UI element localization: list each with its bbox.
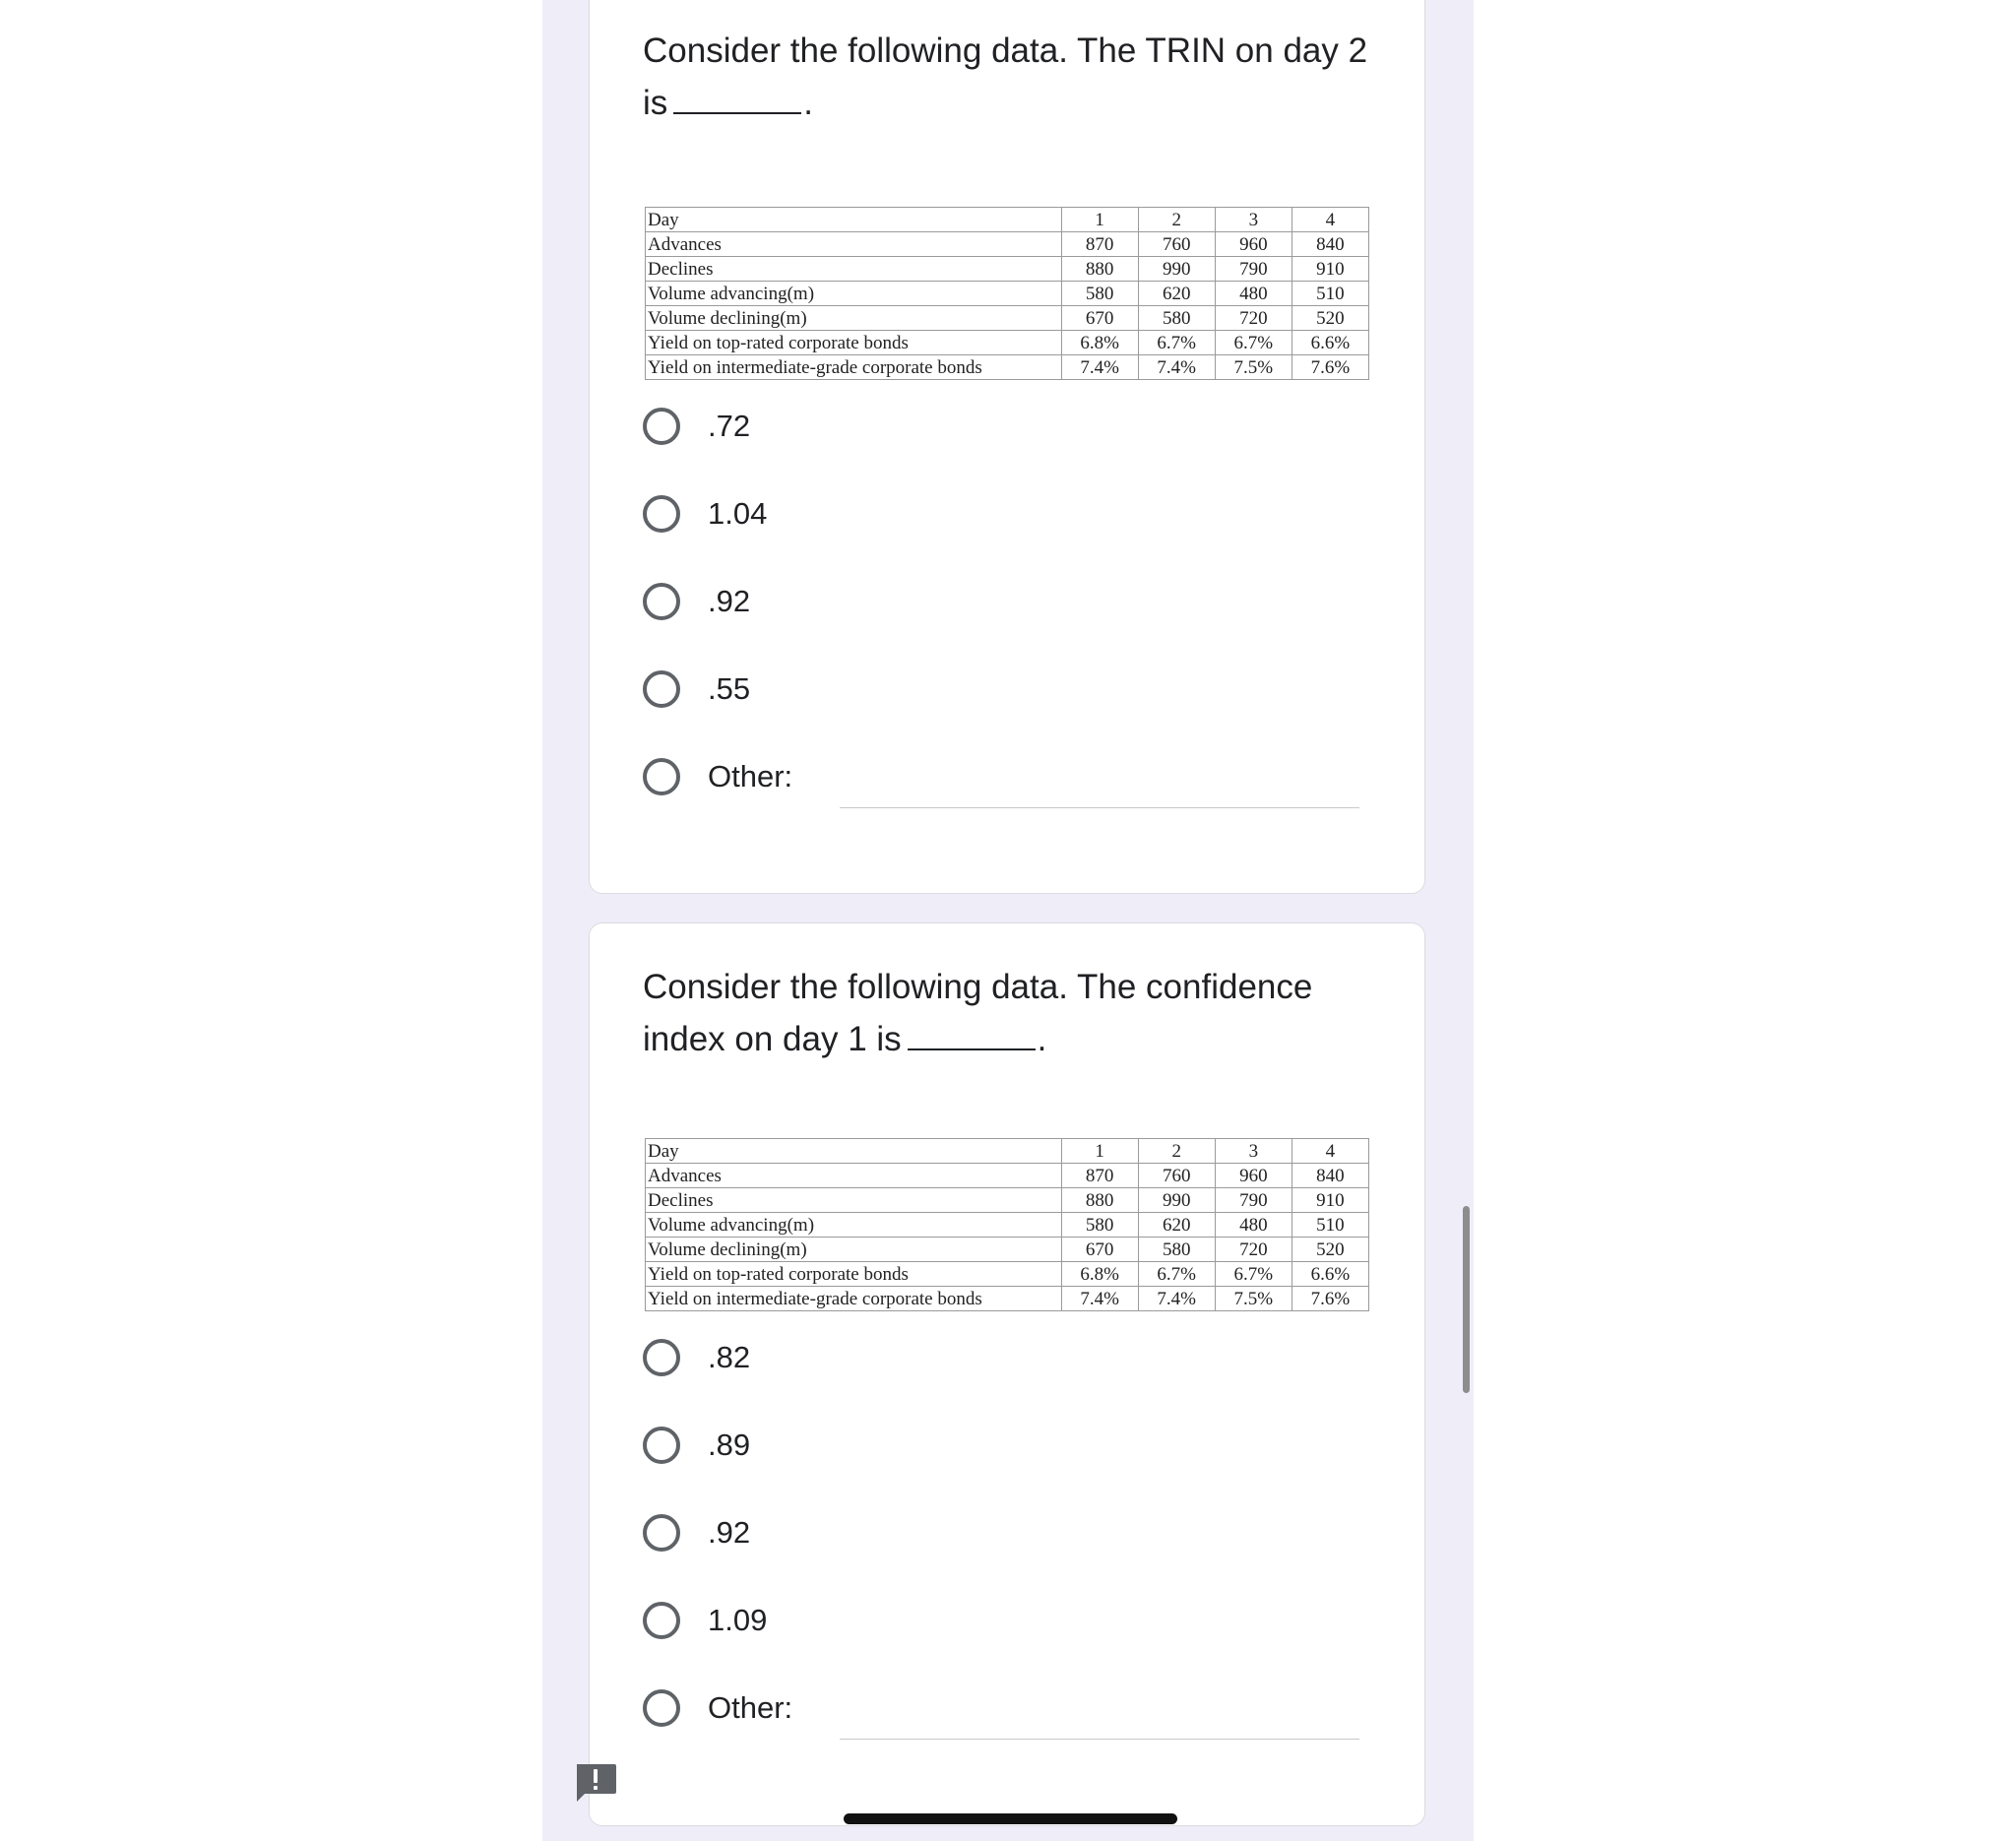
table-row xyxy=(646,282,1369,306)
question-text: Consider the following data. The TRIN on day 2 is xyxy=(643,32,1368,122)
value-cell: 6.8% xyxy=(1061,331,1138,355)
value-cell: 6.8% xyxy=(1061,1262,1138,1287)
question-title xyxy=(643,961,1401,1065)
value-cell: 990 xyxy=(1138,257,1215,282)
row-label-cell: Volume advancing(m) xyxy=(646,1213,1062,1238)
other-label: Other: xyxy=(708,758,793,794)
other-text-input[interactable] xyxy=(840,1707,1359,1740)
value-cell: 760 xyxy=(1138,232,1215,257)
option-label: .82 xyxy=(708,1339,751,1374)
option-2[interactable] xyxy=(643,1401,1391,1489)
table-row xyxy=(646,1262,1369,1287)
value-cell: 6.7% xyxy=(1215,331,1292,355)
value-cell: 720 xyxy=(1215,306,1292,331)
value-cell: 4 xyxy=(1292,208,1368,232)
value-cell: 580 xyxy=(1138,1238,1215,1262)
option-1[interactable] xyxy=(643,1313,1391,1401)
row-label-cell: Volume declining(m) xyxy=(646,306,1062,331)
table-row xyxy=(646,1164,1369,1188)
value-cell: 6.7% xyxy=(1138,331,1215,355)
row-label-cell: Advances xyxy=(646,1164,1062,1188)
value-cell: 910 xyxy=(1292,257,1368,282)
table-row xyxy=(646,232,1369,257)
value-cell: 6.6% xyxy=(1292,331,1368,355)
radio-button[interactable] xyxy=(643,583,680,620)
table-row xyxy=(646,1238,1369,1262)
table-row xyxy=(646,1188,1369,1213)
row-label-cell: Yield on intermediate-grade corporate bonds xyxy=(646,355,1062,380)
value-cell: 580 xyxy=(1138,306,1215,331)
value-cell: 520 xyxy=(1292,306,1368,331)
value-cell: 620 xyxy=(1138,1213,1215,1238)
value-cell: 510 xyxy=(1292,1213,1368,1238)
question-card-2 xyxy=(589,922,1425,1826)
row-label-cell: Advances xyxy=(646,232,1062,257)
option-3[interactable] xyxy=(643,557,1391,645)
value-cell: 7.6% xyxy=(1292,1287,1368,1311)
table-row xyxy=(646,257,1369,282)
value-cell: 720 xyxy=(1215,1238,1292,1262)
value-cell: 6.6% xyxy=(1292,1262,1368,1287)
value-cell: 4 xyxy=(1292,1139,1368,1164)
row-label-cell: Volume declining(m) xyxy=(646,1238,1062,1262)
value-cell: 7.6% xyxy=(1292,355,1368,380)
option-2[interactable] xyxy=(643,470,1391,557)
home-indicator xyxy=(844,1813,1177,1824)
question-text-end: . xyxy=(803,84,814,122)
value-cell: 840 xyxy=(1292,232,1368,257)
data-table xyxy=(645,207,1369,380)
radio-button[interactable] xyxy=(643,758,680,795)
radio-button[interactable] xyxy=(643,670,680,708)
row-label-cell: Volume advancing(m) xyxy=(646,282,1062,306)
value-cell: 790 xyxy=(1215,257,1292,282)
data-table xyxy=(645,1138,1369,1311)
radio-button[interactable] xyxy=(643,1689,680,1727)
value-cell: 960 xyxy=(1215,232,1292,257)
answer-blank xyxy=(673,83,801,114)
option-label: .55 xyxy=(708,670,751,706)
value-cell: 880 xyxy=(1061,1188,1138,1213)
radio-button[interactable] xyxy=(643,1427,680,1464)
value-cell: 7.4% xyxy=(1138,355,1215,380)
row-label-cell: Declines xyxy=(646,257,1062,282)
option-other[interactable] xyxy=(643,732,1391,820)
table-row xyxy=(646,306,1369,331)
value-cell: 790 xyxy=(1215,1188,1292,1213)
value-cell: 960 xyxy=(1215,1164,1292,1188)
question-text-end: . xyxy=(1037,1020,1047,1058)
table-row xyxy=(646,355,1369,380)
other-label: Other: xyxy=(708,1689,793,1725)
data-table-body xyxy=(646,1139,1369,1311)
value-cell: 870 xyxy=(1061,232,1138,257)
value-cell: 1 xyxy=(1061,1139,1138,1164)
option-label: .92 xyxy=(708,583,751,618)
scrollbar[interactable] xyxy=(1463,1206,1470,1393)
value-cell: 3 xyxy=(1215,1139,1292,1164)
value-cell: 7.4% xyxy=(1138,1287,1215,1311)
value-cell: 6.7% xyxy=(1215,1262,1292,1287)
table-row xyxy=(646,1287,1369,1311)
value-cell: 480 xyxy=(1215,282,1292,306)
value-cell: 670 xyxy=(1061,1238,1138,1262)
value-cell: 7.5% xyxy=(1215,1287,1292,1311)
row-label-cell: Yield on top-rated corporate bonds xyxy=(646,331,1062,355)
value-cell: 2 xyxy=(1138,208,1215,232)
value-cell: 910 xyxy=(1292,1188,1368,1213)
value-cell: 620 xyxy=(1138,282,1215,306)
other-text-input[interactable] xyxy=(840,776,1359,808)
row-label-cell: Day xyxy=(646,1139,1062,1164)
value-cell: 990 xyxy=(1138,1188,1215,1213)
value-cell: 6.7% xyxy=(1138,1262,1215,1287)
value-cell: 580 xyxy=(1061,1213,1138,1238)
option-4[interactable] xyxy=(643,1576,1391,1664)
value-cell: 1 xyxy=(1061,208,1138,232)
feedback-exclamation-icon xyxy=(573,1760,618,1804)
row-label-cell: Yield on intermediate-grade corporate bonds xyxy=(646,1287,1062,1311)
value-cell: 2 xyxy=(1138,1139,1215,1164)
value-cell: 480 xyxy=(1215,1213,1292,1238)
answer-options xyxy=(643,382,1391,820)
value-cell: 870 xyxy=(1061,1164,1138,1188)
data-table-body xyxy=(646,208,1369,380)
option-label: .89 xyxy=(708,1427,751,1462)
value-cell: 760 xyxy=(1138,1164,1215,1188)
row-label-cell: Yield on top-rated corporate bonds xyxy=(646,1262,1062,1287)
value-cell: 7.4% xyxy=(1061,1287,1138,1311)
radio-button[interactable] xyxy=(643,1339,680,1376)
value-cell: 880 xyxy=(1061,257,1138,282)
radio-button[interactable] xyxy=(643,408,680,445)
option-other[interactable] xyxy=(643,1664,1391,1751)
table-row xyxy=(646,208,1369,232)
option-label: 1.09 xyxy=(708,1602,768,1637)
value-cell: 520 xyxy=(1292,1238,1368,1262)
row-label-cell: Day xyxy=(646,208,1062,232)
table-row xyxy=(646,1139,1369,1164)
option-label: .72 xyxy=(708,408,751,443)
option-label: 1.04 xyxy=(708,495,768,531)
question-card-1 xyxy=(589,0,1425,894)
option-3[interactable] xyxy=(643,1489,1391,1576)
feedback-button[interactable] xyxy=(573,1760,618,1804)
radio-button[interactable] xyxy=(643,1514,680,1552)
value-cell: 670 xyxy=(1061,306,1138,331)
answer-blank xyxy=(908,1019,1036,1050)
answer-options xyxy=(643,1313,1391,1751)
radio-button[interactable] xyxy=(643,1602,680,1639)
question-title xyxy=(643,25,1401,129)
value-cell: 580 xyxy=(1061,282,1138,306)
radio-button[interactable] xyxy=(643,495,680,533)
option-4[interactable] xyxy=(643,645,1391,732)
value-cell: 840 xyxy=(1292,1164,1368,1188)
row-label-cell: Declines xyxy=(646,1188,1062,1213)
option-1[interactable] xyxy=(643,382,1391,470)
table-row xyxy=(646,331,1369,355)
question-text: Consider the following data. The confidence index on day 1 is xyxy=(643,968,1313,1058)
value-cell: 3 xyxy=(1215,208,1292,232)
value-cell: 7.5% xyxy=(1215,355,1292,380)
value-cell: 510 xyxy=(1292,282,1368,306)
value-cell: 7.4% xyxy=(1061,355,1138,380)
option-label: .92 xyxy=(708,1514,751,1550)
table-row xyxy=(646,1213,1369,1238)
